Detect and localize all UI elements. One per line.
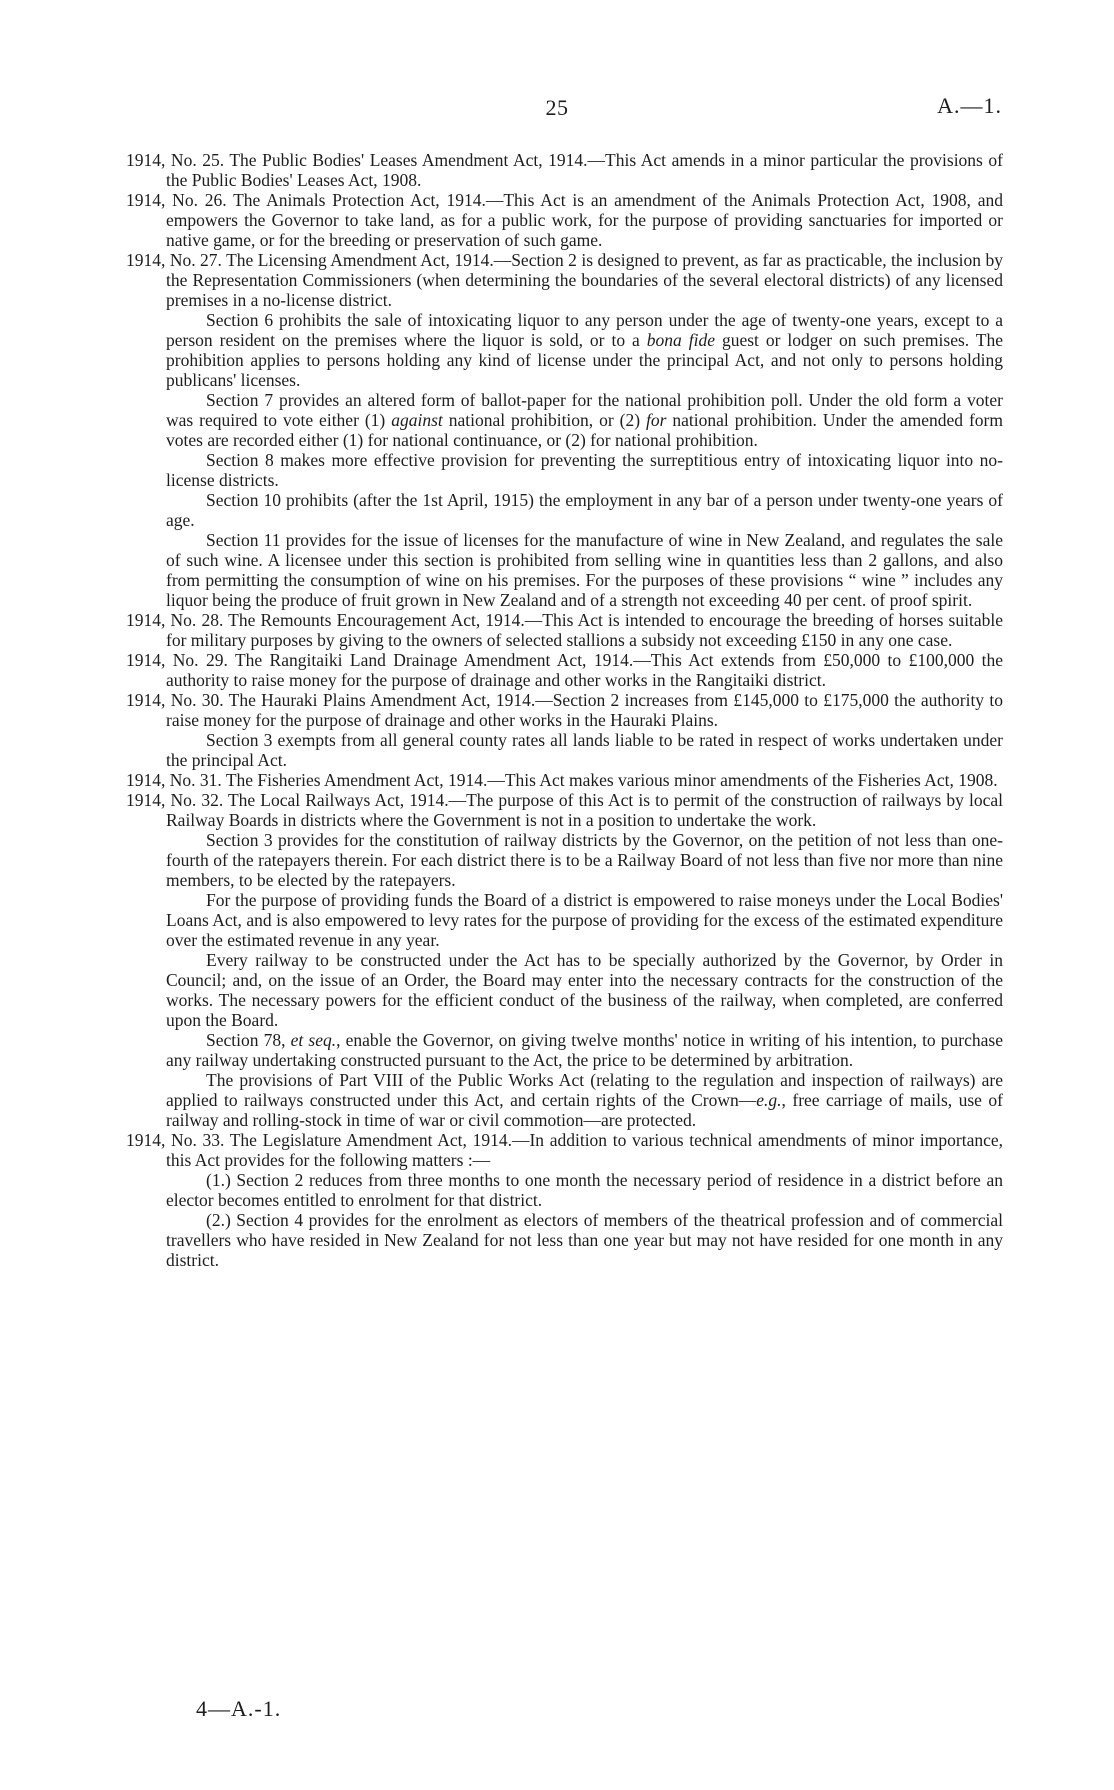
- act-27-paragraph: Section 7 provides an altered form of ballot-paper for the national prohibition poll. Under the old form a voter was required to vote either (1) against national prohibition, or (2) for national prohibition. Under the amended form votes are recorded either (1) for national continuance, or (2) for national prohibition.: [166, 390, 1003, 450]
- act-entry-33: 1914, No. 33. The Legislature Amendment Act, 1914.—In addition to various technical amendments of minor importance, this Act provides for the following matters :—: [126, 1130, 1003, 1170]
- footer-signature-mark: 4—A.-1.: [196, 1696, 282, 1721]
- act-entry-28: 1914, No. 28. The Remounts Encouragement Act, 1914.—This Act is intended to encourage the breeding of horses suitable for military purposes by giving to the owners of selected stallions a subsidy not exceeding £150 in any one case.: [126, 610, 1003, 650]
- act-entry-29: 1914, No. 29. The Rangitaiki Land Drainage Amendment Act, 1914.—This Act extends from £50,000 to £100,000 the authority to raise money for the purpose of drainage and other works in the Rangitaiki district.: [126, 650, 1003, 690]
- act-entry-30: 1914, No. 30. The Hauraki Plains Amendment Act, 1914.—Section 2 increases from £145,000 to £175,000 the authority to raise money for the purpose of drainage and other works in the Hauraki Plains.: [126, 690, 1003, 730]
- act-entry-32: 1914, No. 32. The Local Railways Act, 1914.—The purpose of this Act is to permit of the construction of railways by local Railway Boards in districts where the Government is not in a position to undertake the work.: [126, 790, 1003, 830]
- act-entry-27: 1914, No. 27. The Licensing Amendment Act, 1914.—Section 2 is designed to prevent, as far as practicable, the inclusion by the Representation Commissioners (when determining the boundaries of the several electoral districts) of any licensed premises in a no-license district.: [126, 250, 1003, 310]
- act-32-paragraph: The provisions of Part VIII of the Public Works Act (relating to the regulation and inspection of railways) are applied to railways constructed under this Act, and certain rights of the Crown—e.g., free carriage of mails, use of railway and rolling-stock in time of war or civil commotion—are protected.: [166, 1070, 1003, 1130]
- act-entry-26: 1914, No. 26. The Animals Protection Act, 1914.—This Act is an amendment of the Animals Protection Act, 1908, and empowers the Governor to take land, as for a public work, for the purpose of providing sanctuaries for imported or native game, or for the breeding or preservation of such game.: [126, 190, 1003, 250]
- act-32-paragraph: Section 78, et seq., enable the Governor, on giving twelve months' notice in writing of his intention, to purchase any railway undertaking constructed pursuant to the Act, the price to be determined by arbitration.: [166, 1030, 1003, 1070]
- act-32-paragraph: For the purpose of providing funds the Board of a district is empowered to raise moneys under the Local Bodies' Loans Act, and is also empowered to levy rates for the purpose of providing for the excess of the estimated expenditure over the estimated revenue in any year.: [166, 890, 1003, 950]
- act-27-paragraph: Section 8 makes more effective provision for preventing the surreptitious entry of intoxicating liquor into no-license districts.: [166, 450, 1003, 490]
- act-33-paragraph: (2.) Section 4 provides for the enrolment as electors of members of the theatrical profession and of commercial travellers who have resided in New Zealand for not less than one year but may not have resided for one month in any district.: [166, 1210, 1003, 1270]
- body-text: [126, 150, 1003, 1270]
- act-32-paragraph: Every railway to be constructed under the Act has to be specially authorized by the Governor, by Order in Council; and, on the issue of an Order, the Board may enter into the necessary contracts for the construction of the works. The necessary powers for the efficient conduct of the business of the railway, when completed, are conferred upon the Board.: [166, 950, 1003, 1030]
- act-30-paragraph: Section 3 exempts from all general county rates all lands liable to be rated in respect of works undertaken under the principal Act.: [166, 730, 1003, 770]
- act-27-paragraph: Section 10 prohibits (after the 1st April, 1915) the employment in any bar of a person under twenty-one years of age.: [166, 490, 1003, 530]
- act-27-paragraph: Section 6 prohibits the sale of intoxicating liquor to any person under the age of twenty-one years, except to a person resident on the premises where the liquor is sold, or to a bona fide guest or lodger on such premises. The prohibition applies to persons holding any kind of license under the principal Act, and not only to persons holding publicans' licenses.: [166, 310, 1003, 390]
- act-33-paragraph: (1.) Section 2 reduces from three months to one month the necessary period of residence in a district before an elector becomes entitled to enrolment for that district.: [166, 1170, 1003, 1210]
- document-reference: A.—1.: [937, 93, 1002, 118]
- page-number: 25: [545, 95, 569, 120]
- act-32-paragraph: Section 3 provides for the constitution of railway districts by the Governor, on the petition of not less than one-fourth of the ratepayers therein. For each district there is to be a Railway Board of not less than five nor more than nine members, to be elected by the ratepayers.: [166, 830, 1003, 890]
- act-27-paragraph: Section 11 provides for the issue of licenses for the manufacture of wine in New Zealand, and regulates the sale of such wine. A licensee under this section is prohibited from selling wine in quantities less than 2 gallons, and also from permitting the consumption of wine on his premises. For the purposes of these provisions “ wine ” includes any liquor being the produce of fruit grown in New Zealand and of a strength not exceeding 40 per cent. of proof spirit.: [166, 530, 1003, 610]
- act-entry-25: 1914, No. 25. The Public Bodies' Leases Amendment Act, 1914.—This Act amends in a minor particular the provisions of the Public Bodies' Leases Act, 1908.: [126, 150, 1003, 190]
- act-entry-31: 1914, No. 31. The Fisheries Amendment Act, 1914.—This Act makes various minor amendments of the Fisheries Act, 1908.: [126, 770, 998, 790]
